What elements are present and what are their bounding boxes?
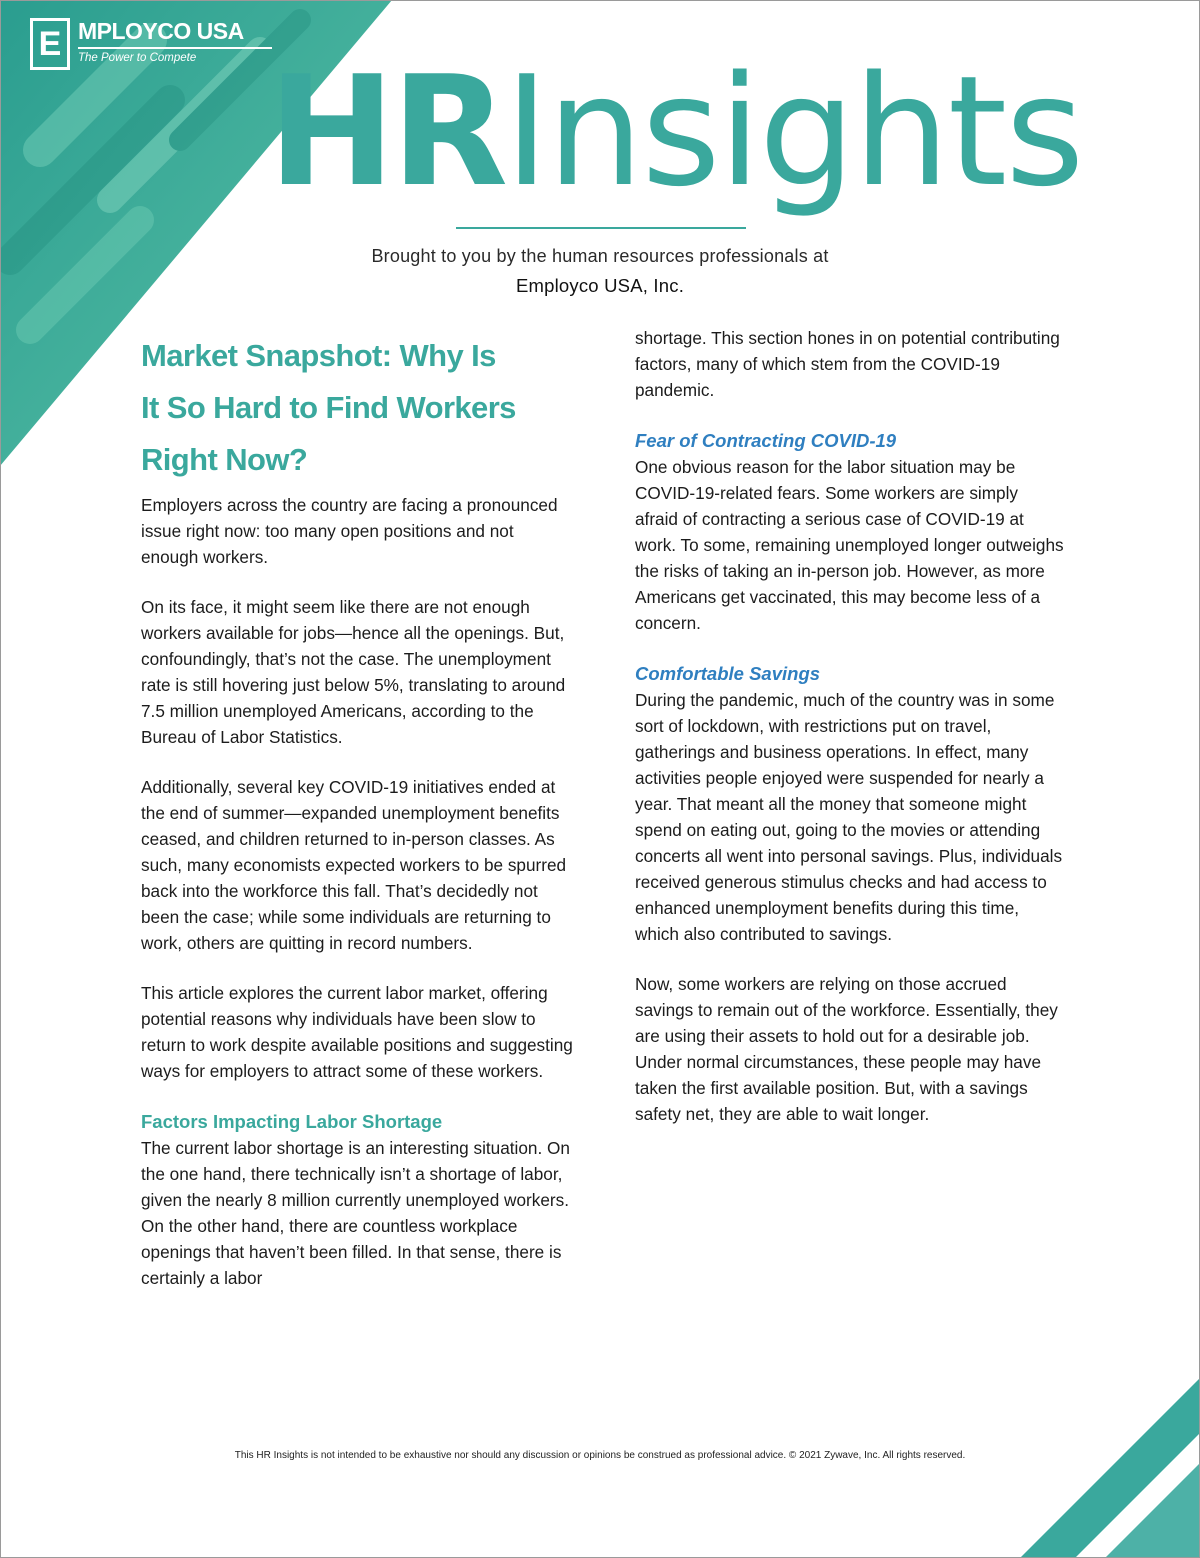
left-column [141,330,573,1315]
logo-divider [78,47,272,49]
intro-paragraph: Employers across the country are facing a pronounced issue right now: too many open positions and not enough workers. [141,495,558,567]
logo-tagline: The Power to Compete [78,52,197,64]
logo-name: MPLOYCO USA [78,18,244,44]
article-title-line: It So Hard to Find Workers [141,390,516,425]
subsection-paragraph: During the pandemic, much of the country was in some sort of lockdown, with restrictions put on travel, gatherings and business operations. In effect, many activities people enjoyed were suspended for nearly a year. That meant all the money that someone might spend on eating out, going to the movies or attending concerts all went into personal savings. Plus, individuals received generous stimulus checks and had access to enhanced unemployment benefits during this time, which also contributed to savings. [635,690,1063,944]
right-column [635,325,1065,1151]
byline-company: Employco USA, Inc. [515,275,685,296]
subsection-heading: Comfortable Savings [635,663,821,684]
logo-letter: E [38,25,62,63]
article-title [141,330,573,486]
byline-line-1: Brought to you by the human resources professionals at [371,246,829,266]
intro-paragraph: Additionally, several key COVID-19 initiatives ended at the end of summer—expanded unemployment benefits ceased, and children returned to in-person classes. As such, many economists expected workers to be spurred back into the workforce this fall. That’s decidedly not been the case; while some individuals are returning to work, others are quitting in record numbers. [141,777,567,953]
masthead-hr: HR [268,43,505,220]
subsection-paragraph: One obvious reason for the labor situation may be COVID-19-related fears. Some workers are simply afraid of contracting a serious case of COVID-19 at work. To some, remaining unemployed longer outweighs the risks of taking an in-person job. However, as more Americans get vaccinated, this may become less of a concern. [635,457,1064,633]
masthead-title [268,43,1083,220]
section-heading: Factors Impacting Labor Shortage [141,1111,443,1132]
subsection-paragraph: Now, some workers are relying on those accrued savings to remain out of the workforce. Essentially, they are using their assets to hold out for a desirable job. Under normal circumstances, these people may have taken the first available position. But, with a savings safety net, they are able to wait longer. [635,974,1058,1124]
logo-e-box [30,18,70,70]
article-title-line: Market Snapshot: Why Is [141,338,496,373]
subsection-heading: Fear of Contracting COVID-19 [635,430,897,451]
footer-disclaimer: This HR Insights is not intended to be exhaustive nor should any discussion or opinions be construed as professional advice. © 2021 Zywave, Inc. All rights reserved. [234,1450,966,1461]
intro-paragraph: This article explores the current labor market, offering potential reasons why individuals have been slow to return to work despite available positions and suggesting ways for employers to attract some of these workers. [141,983,573,1081]
masthead-insights: Insights [504,43,1083,220]
masthead-divider [456,227,746,229]
section-paragraph: The current labor shortage is an interesting situation. On the one hand, there technically isn’t a shortage of labor, given the nearly 8 million currently unemployed workers. On the other hand, there are countless workplace openings that haven’t been filled. In that sense, there is certainly a labor [141,1138,570,1288]
section-paragraph-continued: shortage. This section hones in on potential contributing factors, many of which stem from the COVID-19 pandemic. [635,328,1060,400]
article-title-line: Right Now? [141,442,308,477]
intro-paragraph: On its face, it might seem like there are not enough workers available for jobs—hence all the openings. But, confoundingly, that’s not the case. The unemployment rate is still hovering just below 5%, translating to around 7.5 million unemployed Americans, according to the Bureau of Labor Statistics. [141,597,566,747]
